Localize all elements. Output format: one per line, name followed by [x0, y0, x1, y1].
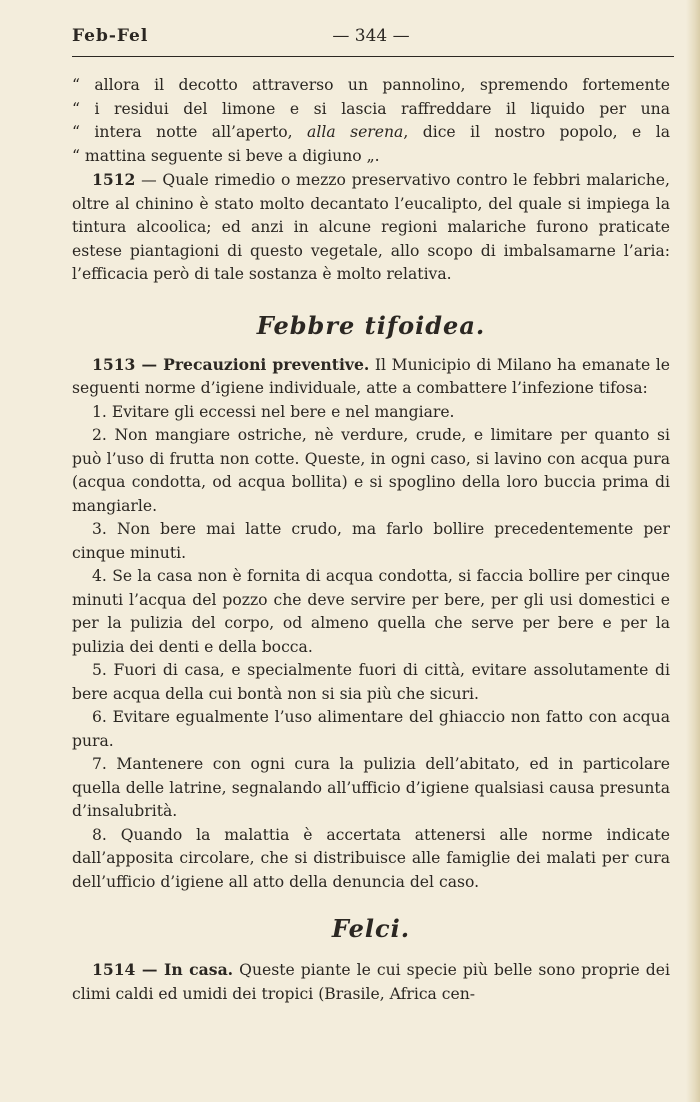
entry-1513: [72, 353, 670, 401]
list-item: 3. Non bere mai latte crudo, ma farlo bollire precedentemente per cinque minuti.: [72, 520, 670, 562]
page-number: — 344 —: [332, 26, 410, 46]
entry-1514: [72, 958, 670, 1006]
book-page: [72, 22, 671, 1003]
entry-heading: — Precauzioni preventive.: [135, 354, 370, 374]
quote-line: “ mattina seguente si beve a digiuno „.: [72, 146, 380, 165]
section-title-felci: Felci.: [331, 914, 411, 943]
entry-text: Queste piante le cui specie più belle sono proprie dei climi caldi ed umidi dei tropici (Brasile, Africa cen-: [72, 961, 670, 1003]
quote-line: [72, 121, 670, 145]
entry-text: Il Municipio di Milano ha emanate le seguenti norme d’igiene individuale, atte a combattere l’infezione tifosa:: [72, 355, 670, 397]
page-edge-shadow: [686, 0, 700, 1102]
quote-line: “ i residui del limone e si lascia raffreddare il liquido per una: [72, 99, 670, 118]
entry-1512: [72, 168, 670, 287]
entry-number: 1514: [92, 960, 136, 979]
entry-number: 1513: [92, 354, 136, 374]
quote-italic: alla serena: [307, 123, 404, 141]
quote-line: “ allora il decotto attraverso un pannolino, spremendo fortemente: [72, 76, 670, 94]
list-item: 5. Fuori di casa, e specialmente fuori di città, evitare assolutamente di bere acqua della cui bontà non si sia più che sicuri.: [72, 661, 670, 703]
list-item: 8. Quando la malattia è accertata attenersi alle norme indicate dall’apposita circolare, che si distribuisce alle famiglie dei malati per cura dell’ufficio d’igiene all atto della denuncia del caso.: [72, 825, 670, 891]
list-item: 6. Evitare egualmente l’uso alimentare del ghiaccio non fatto con acqua pura.: [72, 708, 670, 750]
quote-text: “ intera notte all’aperto,: [72, 123, 308, 141]
page-body: [72, 74, 670, 1006]
list-item: 4. Se la casa non è fornita di acqua condotta, si faccia bollire per cinque minuti l’acqua del pozzo che deve servire per bere, per gli usi domestici e per la pulizia del corpo, od almeno quella che serve per bere e per la pulizia dei denti e della bocca.: [72, 567, 670, 656]
page-header: [72, 22, 670, 54]
list-item: 2. Non mangiare ostriche, nè verdure, crude, e limitare per quanto si può l’uso di frutta non cotte. Queste, in ogni caso, si lavino con acqua pura (acqua condotta, od acqua bollita) e si spoglino della loro buccia prima di mangiarle.: [72, 426, 670, 515]
running-title: Feb-Fel: [72, 26, 149, 46]
list-item: 1. Evitare gli eccessi nel bere e nel mangiare.: [92, 402, 455, 421]
header-rule: [72, 56, 674, 57]
section-title-febbre-tifoidea: Febbre tifoidea.: [256, 310, 486, 340]
rules-list: [72, 401, 670, 895]
entry-heading: — In casa.: [135, 960, 234, 979]
quote-text: , dice il nostro popolo, e la: [403, 123, 671, 141]
list-item: 7. Mantenere con ogni cura la pulizia dell’abitato, ed in particolare quella delle latrine, segnalando all’ufficio d’igiene qualsiasi causa presunta d’insalubrità.: [72, 755, 670, 820]
entry-text: — Quale rimedio o mezzo preservativo contro le febbri malariche, oltre al chinino è stato molto decantato l’eucalipto, del quale si impiega la tintura alcoolica; ed anzi in alcune regioni malariche furono praticate estese piantagioni di questo vegetale, allo scopo di imbalsamarne l’aria: l’efficacia però di tale sostanza è molto relativa.: [72, 171, 670, 283]
entry-number: 1512: [92, 170, 136, 189]
